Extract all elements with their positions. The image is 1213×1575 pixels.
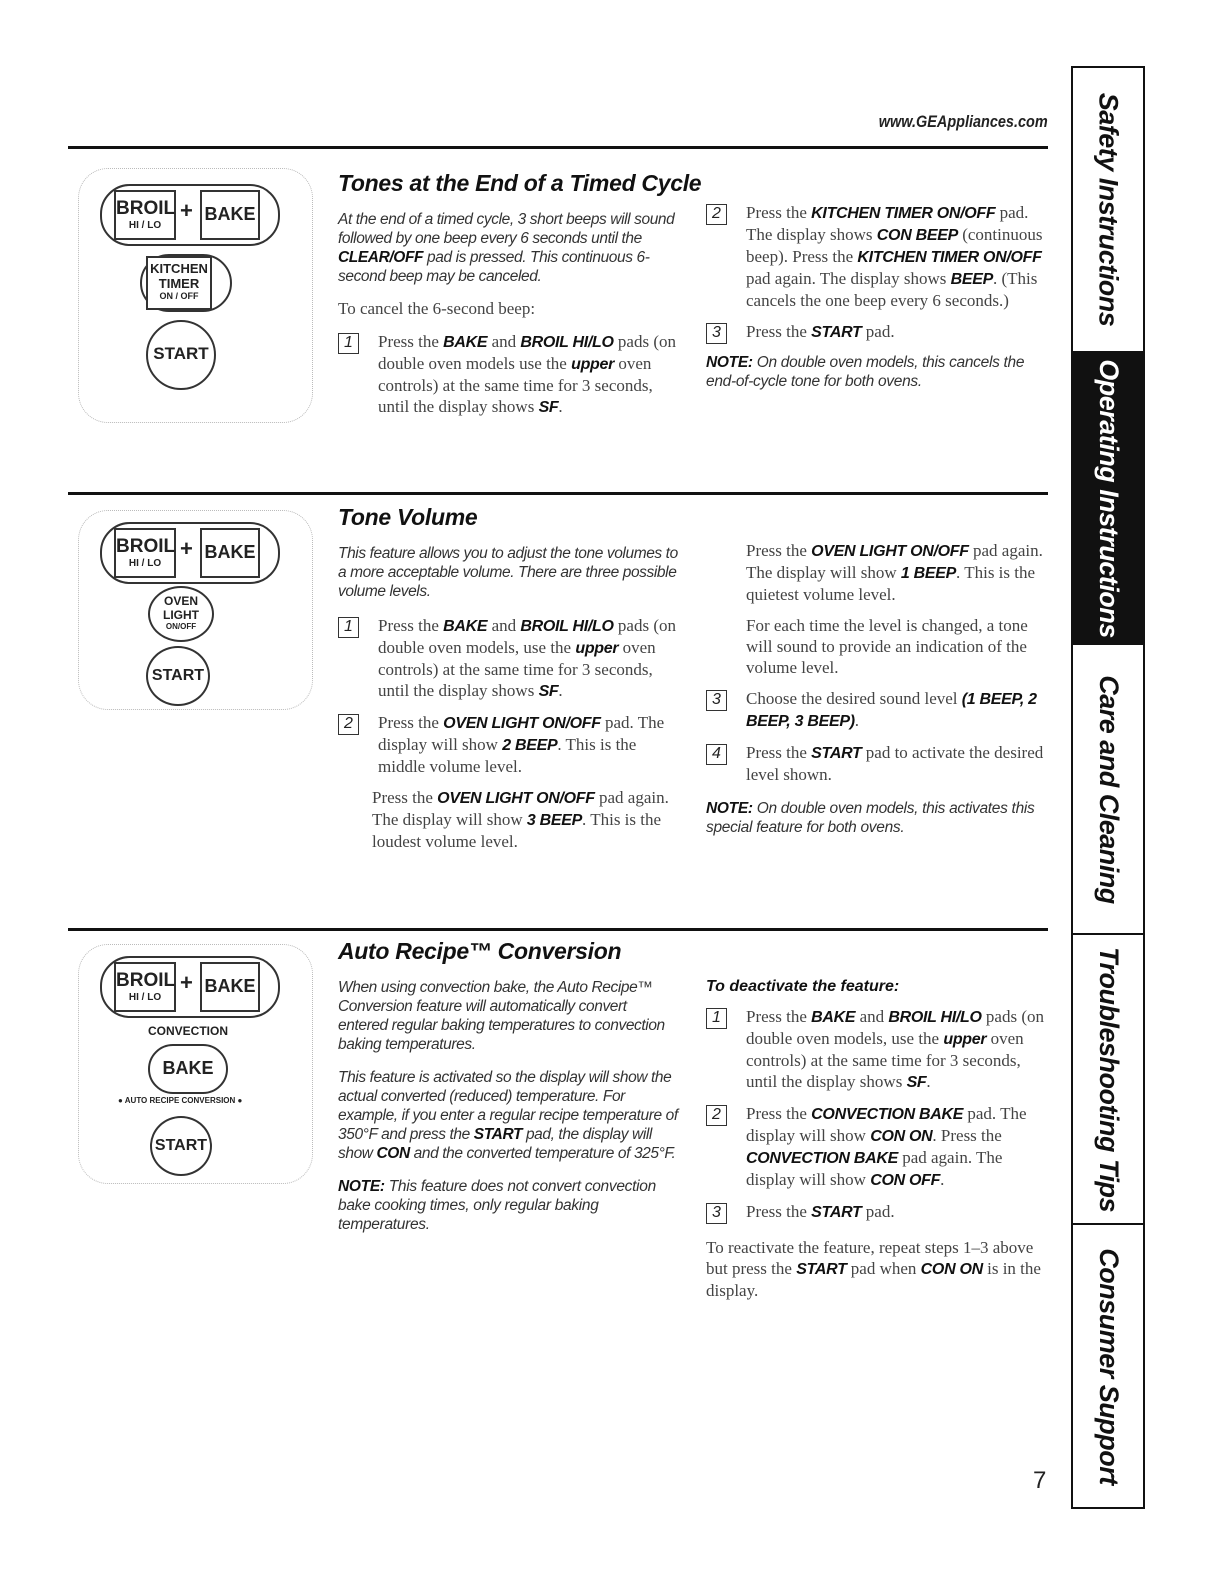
s3-right-column bbox=[706, 978, 1046, 1301]
tab-operating-instructions[interactable]: Operating Instructions bbox=[1073, 353, 1143, 645]
start-pad: START bbox=[146, 320, 216, 390]
tab-troubleshooting-tips[interactable]: Troubleshooting Tips bbox=[1073, 935, 1143, 1225]
website-url: www.GEAppliances.com bbox=[879, 112, 1048, 131]
step-2: 2 Press the OVEN LIGHT ON/OFF pad. The display will show 2 BEEP. This is the middle volume level. bbox=[338, 712, 678, 777]
pad-illustration-end-tone bbox=[78, 168, 313, 428]
convection-bake-pad: BAKE bbox=[148, 1044, 228, 1094]
s1-left-column bbox=[338, 210, 678, 418]
s2-right-column bbox=[706, 540, 1046, 837]
auto-recipe-conversion-label: ● AUTO RECIPE CONVERSION ● bbox=[118, 1096, 243, 1105]
oven-light-pad: OVEN LIGHT ON/OFF bbox=[148, 586, 214, 642]
step-1: 1 Press the BAKE and BROIL HI/LO pads (on double oven models, use the upper oven controls) at the same time for 3 seconds, until the display shows SF. bbox=[706, 1006, 1046, 1093]
step-3: 3 Press the START pad. bbox=[706, 321, 1046, 343]
plus-sign: + bbox=[180, 198, 193, 223]
step-2: 2 Press the KITCHEN TIMER ON/OFF pad. The display shows CON BEEP (continuous beep). Press the KITCHEN TIMER ON/OFF pad again. The display shows BEEP. (This cancels the one beep every 6 seconds.) bbox=[706, 202, 1046, 311]
tab-care-and-cleaning[interactable]: Care and Cleaning bbox=[1073, 645, 1143, 935]
section-auto-recipe-conversion bbox=[338, 938, 1038, 965]
pad-illustration-tone-volume bbox=[78, 510, 313, 710]
plus-sign: + bbox=[180, 536, 193, 561]
tab-safety-instructions[interactable]: Safety Instructions bbox=[1073, 68, 1143, 353]
kitchen-timer-pad: KITCHEN TIMER ON / OFF bbox=[146, 256, 212, 310]
section-divider bbox=[68, 928, 1048, 931]
pad-illustration-auto-recipe bbox=[78, 944, 313, 1184]
intro-text: This feature allows you to adjust the tone volumes to a more acceptable volume. There are three possible volume levels. bbox=[338, 545, 678, 600]
step-4: 4 Press the START pad to activate the desired level shown. bbox=[706, 742, 1046, 785]
bake-pad: BAKE bbox=[200, 528, 260, 578]
note-text: NOTE: This feature does not convert convection bake cooking times, only regular baking temperatures. bbox=[338, 1178, 656, 1233]
section-tabs bbox=[1071, 66, 1145, 1509]
plus-sign: + bbox=[180, 970, 193, 995]
broil-pad: BROIL HI / LO bbox=[114, 190, 176, 240]
section-end-of-cycle-tones bbox=[338, 170, 1038, 197]
broil-pad: BROIL HI / LO bbox=[114, 528, 176, 578]
section-title: Tones at the End of a Timed Cycle bbox=[338, 170, 702, 196]
bake-pad: BAKE bbox=[200, 190, 260, 240]
deactivate-heading: To deactivate the feature: bbox=[706, 978, 900, 995]
start-pad: START bbox=[146, 646, 210, 706]
reactivate-text: To reactivate the feature, repeat steps 1–3 above but press the START pad when CON ON is in the display. bbox=[706, 1238, 1041, 1300]
section-divider bbox=[68, 492, 1048, 495]
step-3: 3 Press the START pad. bbox=[706, 1201, 1046, 1223]
section-title: Tone Volume bbox=[338, 504, 478, 530]
section-tone-volume bbox=[338, 504, 1038, 531]
s2-left-column bbox=[338, 544, 678, 852]
bake-pad: BAKE bbox=[200, 962, 260, 1012]
paragraph-loudest: Press the OVEN LIGHT ON/OFF pad again. The display will show 3 BEEP. This is the loudest volume level. bbox=[372, 788, 669, 851]
intro-text: At the end of a timed cycle, 3 short beeps will sound followed by one beep every 6 seconds until the CLEAR/OFF pad is pressed. This continuous 6-second beep may be canceled. bbox=[338, 211, 675, 285]
note-text: NOTE: On double oven models, this activates this special feature for both ovens. bbox=[706, 800, 1035, 836]
note-text: NOTE: On double oven models, this cancels the end-of-cycle tone for both ovens. bbox=[706, 354, 1025, 390]
tab-consumer-support[interactable]: Consumer Support bbox=[1093, 1247, 1124, 1485]
step-2: 2 Press the CONVECTION BAKE pad. The display will show CON ON. Press the CONVECTION BAKE pad again. The display will show CON OFF. bbox=[706, 1103, 1046, 1191]
s3-left-column bbox=[338, 978, 678, 1234]
broil-pad: BROIL HI / LO bbox=[114, 962, 176, 1012]
start-pad: START bbox=[150, 1116, 212, 1176]
paragraph-level-change: For each time the level is changed, a tone will sound to provide an indication of the volume level. bbox=[746, 616, 1028, 677]
step-3: 3 Choose the desired sound level (1 BEEP, 2 BEEP, 3 BEEP). bbox=[706, 688, 1046, 732]
intro-text-2: This feature is activated so the display will show the actual converted (reduced) temperature. For example, if you enter a regular recipe temperature of 350°F and press the START pad, the display will show CON and the converted temperature of 325°F. bbox=[338, 1069, 678, 1162]
convection-label: CONVECTION bbox=[148, 1024, 229, 1038]
cancel-text: To cancel the 6-second beep: bbox=[338, 299, 536, 318]
s1-right-column bbox=[706, 202, 1046, 391]
page-number: 7 bbox=[1033, 1467, 1047, 1494]
paragraph-quietest: Press the OVEN LIGHT ON/OFF pad again. The display will show 1 BEEP. This is the quietest volume level. bbox=[746, 541, 1043, 604]
step-1: 1 Press the BAKE and BROIL HI/LO pads (on double oven models, use the upper oven controls) at the same time for 3 seconds, until the display shows SF. bbox=[338, 615, 678, 702]
step-1: 1 Press the BAKE and BROIL HI/LO pads (on double oven models use the upper oven controls) at the same time for 3 seconds, until the display shows SF. bbox=[338, 331, 678, 418]
section-divider bbox=[68, 146, 1048, 149]
section-title: Auto Recipe™ Conversion bbox=[338, 938, 622, 964]
intro-text: When using convection bake, the Auto Recipe™ Conversion feature will automatically convert entered regular baking temperatures to convection baking temperatures. bbox=[338, 979, 665, 1053]
